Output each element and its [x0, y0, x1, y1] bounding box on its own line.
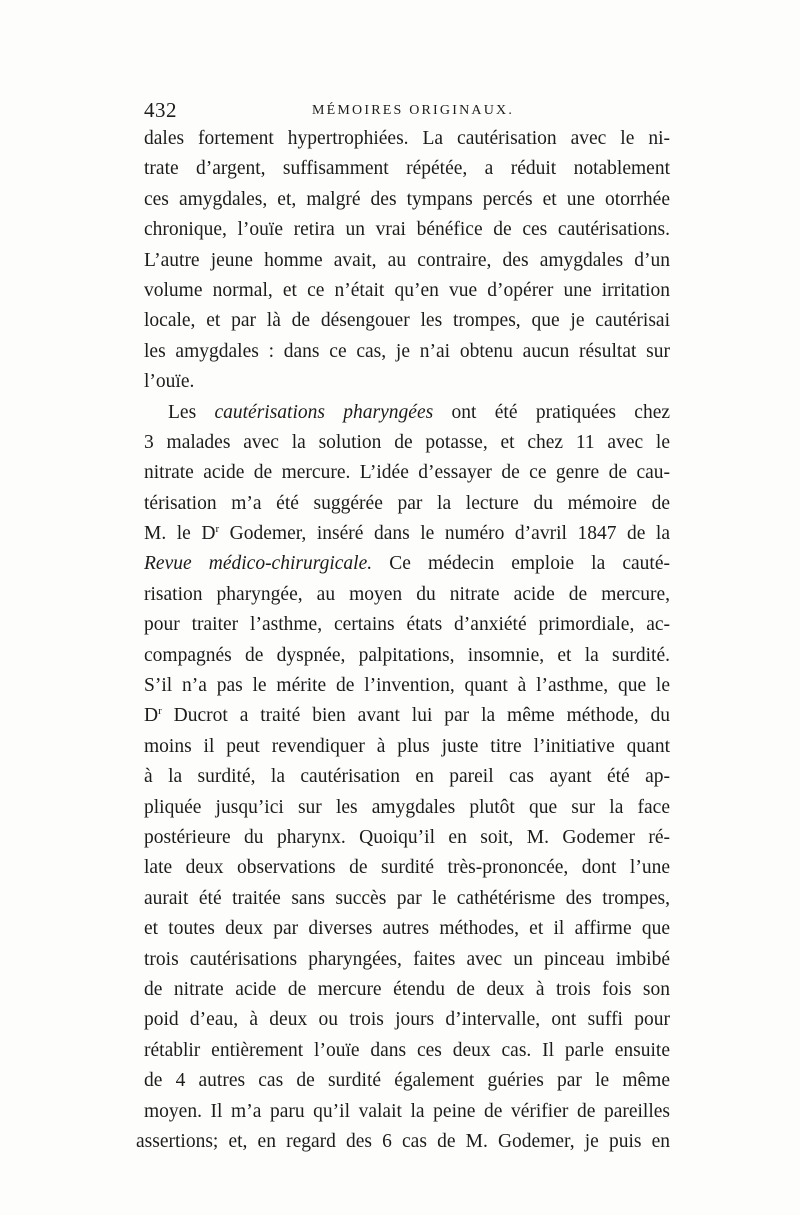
- text-line: S’il n’a pas le mérite de l’invention, quant à l’asthme, que le: [144, 675, 670, 697]
- paragraph-1: [144, 124, 670, 398]
- text-fragment: D: [144, 705, 159, 727]
- text-line: trois cautérisations pharyngées, faites avec un pinceau imbibé: [144, 948, 670, 970]
- text-fragment: Godemer, inséré dans le numéro d’avril 1847 de la: [219, 523, 670, 545]
- paragraph-2: [136, 398, 670, 1158]
- text-line: les amygdales : dans ce cas, je n’ai obtenu aucun résultat sur: [144, 340, 670, 362]
- text-line: dales fortement hypertrophiées. La cautérisation avec le ni-: [144, 128, 670, 149]
- text-line: assertions; et, en regard des 6 cas de M. Godemer, je puis en: [136, 1130, 670, 1152]
- text-line: compagnés de dyspnée, palpitations, insomnie, et la surdité.: [144, 644, 670, 666]
- text-fragment: ont été pratiquées chez: [433, 401, 670, 423]
- text-line: et toutes deux par diverses autres méthodes, et il affirme que: [144, 918, 670, 940]
- text-line: poid d’eau, à deux ou trois jours d’intervalle, ont suffi pour: [144, 1009, 670, 1031]
- text-line: aurait été traitée sans succès par le cathétérisme des trompes,: [144, 887, 670, 909]
- journal-title: Revue médico-chirurgicale.: [144, 553, 373, 575]
- page-number: 432: [144, 98, 177, 122]
- text-line: moins il peut revendiquer à plus juste titre l’initiative quant: [144, 735, 670, 757]
- text-line: ces amygdales, et, malgré des tympans percés et une otorrhée: [144, 188, 670, 210]
- page-header: [144, 98, 672, 122]
- text-line: postérieure du pharynx. Quoiqu’il en soit, M. Godemer ré-: [144, 826, 670, 848]
- text-line: chronique, l’ouïe retira un vrai bénéfice de ces cautérisations.: [144, 219, 670, 241]
- italic-phrase: cautérisations pharyngées: [214, 401, 434, 423]
- text-line: [144, 519, 670, 549]
- text-line: à la surdité, la cautérisation en pareil cas ayant été ap-: [144, 766, 670, 788]
- body-text: [136, 124, 670, 1157]
- text-line: térisation m’a été suggérée par la lecture du mémoire de: [144, 492, 670, 514]
- superscript: r: [158, 705, 162, 718]
- text-line: pour traiter l’asthme, certains états d’anxiété primordiale, ac-: [144, 614, 670, 636]
- text-fragment: Les: [168, 401, 215, 423]
- text-line: l’ouïe.: [144, 371, 195, 393]
- text-fragment: M. le D: [144, 523, 216, 545]
- text-line: volume normal, et ce n’était qu’en vue d’opérer une irritation: [144, 279, 670, 301]
- running-title: MÉMOIRES ORIGINAUX.: [312, 103, 515, 118]
- text-line: trate d’argent, suffisamment répétée, a réduit notablement: [144, 158, 670, 180]
- text-line: pliquée jusqu’ici sur les amygdales plutôt que sur la face: [144, 796, 670, 818]
- text-line: locale, et par là de désengouer les trompes, que je cautérisai: [144, 310, 670, 332]
- text-line: moyen. Il m’a paru qu’il valait la peine de vérifier de pareilles: [144, 1100, 670, 1122]
- text-line: rétablir entièrement l’ouïe dans ces deux cas. Il parle ensuite: [144, 1039, 670, 1061]
- text-line: risation pharyngée, au moyen du nitrate acide de mercure,: [144, 583, 670, 605]
- text-fragment: Ce médecin emploie la cauté-: [372, 553, 670, 575]
- text-line: [144, 398, 670, 428]
- text-fragment: Ducrot a traité bien avant lui par la même méthode, du: [161, 705, 670, 727]
- text-line: de nitrate acide de mercure étendu de deux à trois fois son: [144, 978, 670, 1000]
- text-line: 3 malades avec la solution de potasse, et chez 11 avec le: [144, 431, 670, 453]
- superscript: r: [215, 523, 220, 536]
- text-line: de 4 autres cas de surdité également guéries par le même: [144, 1070, 670, 1092]
- text-line: nitrate acide de mercure. L’idée d’essayer de ce genre de cau-: [144, 462, 670, 484]
- text-line: late deux observations de surdité très-prononcée, dont l’une: [144, 857, 670, 879]
- text-line: L’autre jeune homme avait, au contraire, des amygdales d’un: [144, 249, 670, 271]
- text-line: [144, 701, 670, 731]
- text-line: [144, 549, 670, 579]
